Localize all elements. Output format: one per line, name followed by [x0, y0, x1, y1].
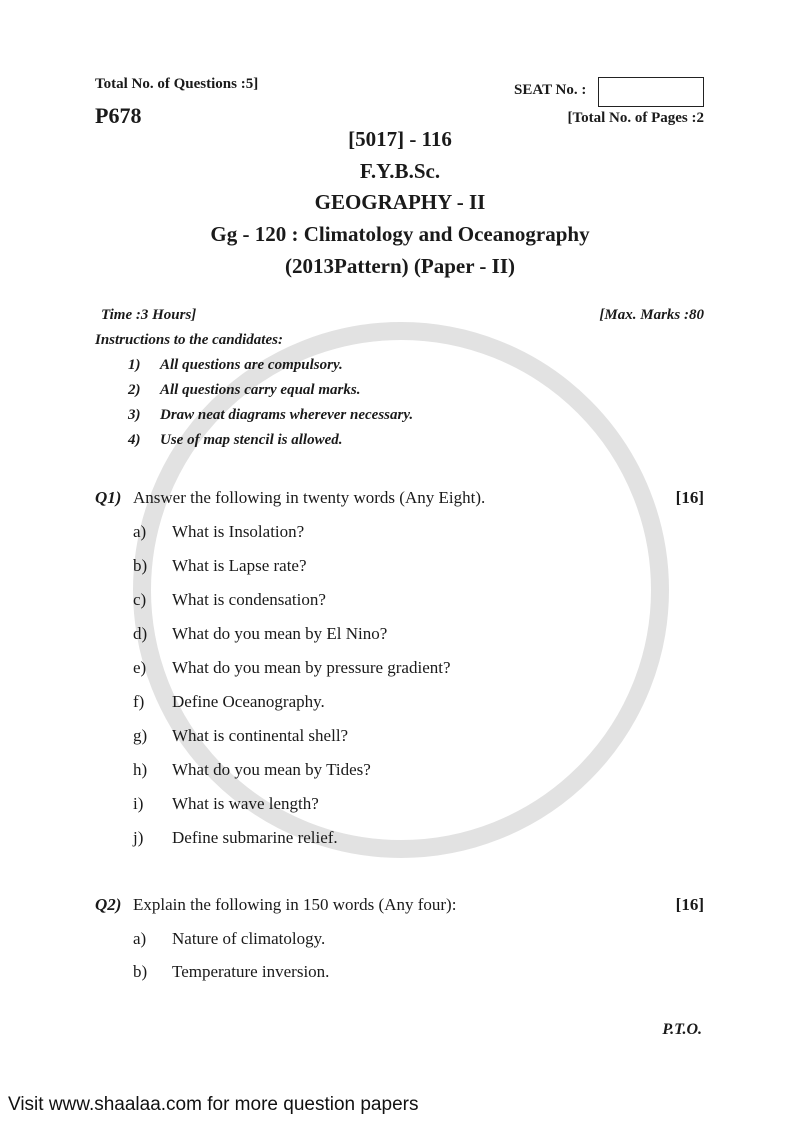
seat-number-box	[598, 77, 704, 107]
part-text: What is condensation?	[172, 590, 326, 609]
part-text: What is wave length?	[172, 794, 319, 813]
part-text: Define Oceanography.	[172, 692, 325, 711]
time: Time :3 Hours]	[101, 307, 197, 323]
question-number: Q1)	[95, 488, 122, 507]
instructions-heading: Instructions to the candidates:	[95, 332, 283, 348]
part-label: i)	[133, 794, 144, 813]
paper-title: Gg - 120 : Climatology and Oceanography	[210, 222, 590, 246]
pattern: (2013Pattern) (Paper - II)	[285, 254, 515, 278]
seat-label: SEAT No. :	[514, 82, 587, 98]
max-marks: [Max. Marks :80	[599, 307, 704, 323]
footer-link-text[interactable]: Visit www.shaalaa.com for more question papers	[8, 1094, 419, 1115]
exam-code: [5017] - 116	[348, 127, 452, 151]
instruction-text: Draw neat diagrams wherever necessary.	[160, 407, 414, 423]
question-text: Explain the following in 150 words (Any four):	[133, 895, 457, 914]
part-label: a)	[133, 522, 147, 541]
instruction-text: Use of map stencil is allowed.	[160, 432, 343, 448]
part-label: b)	[133, 556, 148, 575]
part-label: e)	[133, 658, 147, 677]
part-text: What is Insolation?	[172, 522, 305, 541]
instruction-num: 1)	[128, 357, 141, 373]
instruction-text: All questions carry equal marks.	[160, 382, 361, 398]
question-marks: [16]	[675, 488, 704, 507]
part-text: Nature of climatology.	[172, 929, 326, 948]
instruction-text: All questions are compulsory.	[160, 357, 343, 373]
part-text: What do you mean by Tides?	[172, 760, 371, 779]
instruction-num: 3)	[128, 407, 141, 423]
part-label: d)	[133, 624, 148, 643]
part-text: What is Lapse rate?	[172, 556, 307, 575]
question-text: Answer the following in twenty words (Any Eight).	[133, 488, 486, 507]
part-text: What do you mean by El Nino?	[172, 624, 388, 643]
part-label: b)	[133, 962, 148, 981]
part-text: What is continental shell?	[172, 726, 349, 745]
course: F.Y.B.Sc.	[359, 159, 441, 183]
question-marks: [16]	[675, 895, 704, 914]
part-label: j)	[133, 828, 144, 847]
paper-code: P678	[95, 103, 142, 128]
instruction-num: 2)	[128, 382, 141, 398]
part-label: a)	[133, 929, 147, 948]
part-text: Define submarine relief.	[172, 828, 338, 847]
instruction-num: 4)	[128, 432, 141, 448]
part-label: g)	[133, 726, 148, 745]
subject: GEOGRAPHY - II	[314, 190, 486, 214]
part-label: h)	[133, 760, 148, 779]
part-label: f)	[133, 692, 145, 711]
total-pages: [Total No. of Pages :2	[567, 110, 704, 126]
part-label: c)	[133, 590, 147, 609]
question-number: Q2)	[95, 895, 122, 914]
part-text: What do you mean by pressure gradient?	[172, 658, 451, 677]
pto: P.T.O.	[662, 1021, 702, 1038]
part-text: Temperature inversion.	[172, 962, 330, 981]
total-questions: Total No. of Questions :5]	[95, 76, 259, 92]
